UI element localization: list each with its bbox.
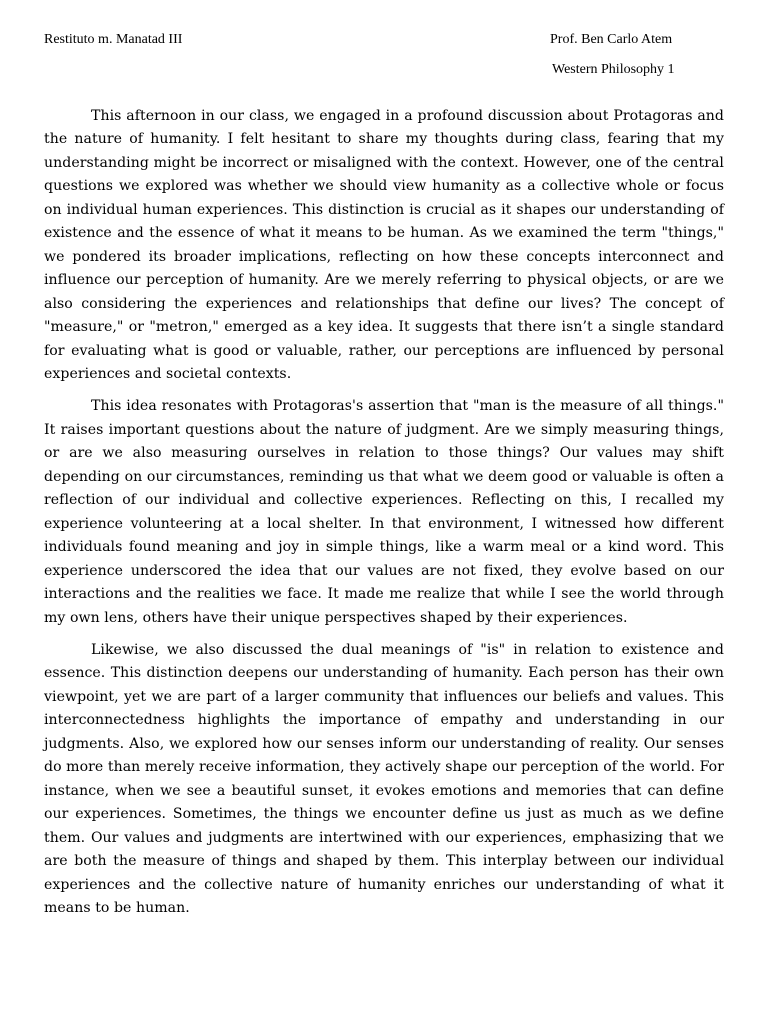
student-name: Restituto m. Manatad III [44, 32, 183, 47]
paragraph-3: Likewise, we also discussed the dual meanings of "is" in relation to existence and essence. This distinction deepens our understanding of humanity. Each person has their own viewpoint, yet we are part of a larger community that influences our beliefs and values. This interconnectedness highlights the importance of empathy and understanding in our judgments. Also, we explored how our senses inform our understanding of reality. Our senses do more than merely receive information, they actively shape our perception of the world. For instance, when we see a beautiful sunset, it evokes emotions and memories that can define our experiences. Sometimes, the things we encounter define us just as much as we define them. Our values and judgments are intertwined with our experiences, emphasizing that we are both the measure of things and shaped by them. This interplay between our individual experiences and the collective nature of humanity enriches our understanding of what it means to be human. [44, 641, 724, 916]
paragraph-1: This afternoon in our class, we engaged in a profound discussion about Protagoras and the nature of humanity. I felt hesitant to share my thoughts during class, fearing that my understanding might be incorrect or misaligned with the context. However, one of the central questions we explored was whether we should view humanity as a collective whole or focus on individual human experiences. This distinction is crucial as it shapes our understanding of existence and the essence of what it means to be human. As we examined the term "things," we pondered its broader implications, reflecting on how these concepts interconnect and influence our perception of humanity. Are we merely referring to physical objects, or are we also considering the experiences and relationships that define our lives? The concept of "measure," or "metron," emerged as a key idea. It suggests that there isn’t a single standard for evaluating what is good or valuable, rather, our perceptions are influenced by personal experiences and societal contexts. [44, 108, 724, 382]
course-name: Western Philosophy 1 [552, 62, 675, 77]
professor-name: Prof. Ben Carlo Atem [550, 32, 673, 47]
essay-body [44, 105, 724, 929]
paragraph-2: This idea resonates with Protagoras's assertion that "man is the measure of all things." It raises important questions about the nature of judgment. Are we simply measuring things, or are we also measuring ourselves in relation to those things? Our values may shift depending on our circumstances, reminding us that what we deem good or valuable is often a reflection of our individual and collective experiences. Reflecting on this, I recalled my experience volunteering at a local shelter. In that environment, I witnessed how different individuals found meaning and joy in simple things, like a warm meal or a kind word. This experience underscored the idea that our values are not fixed, they evolve based on our interactions and the realities we face. It made me realize that while I see the world through my own lens, others have their unique perspectives shaped by their experiences. [44, 398, 724, 626]
